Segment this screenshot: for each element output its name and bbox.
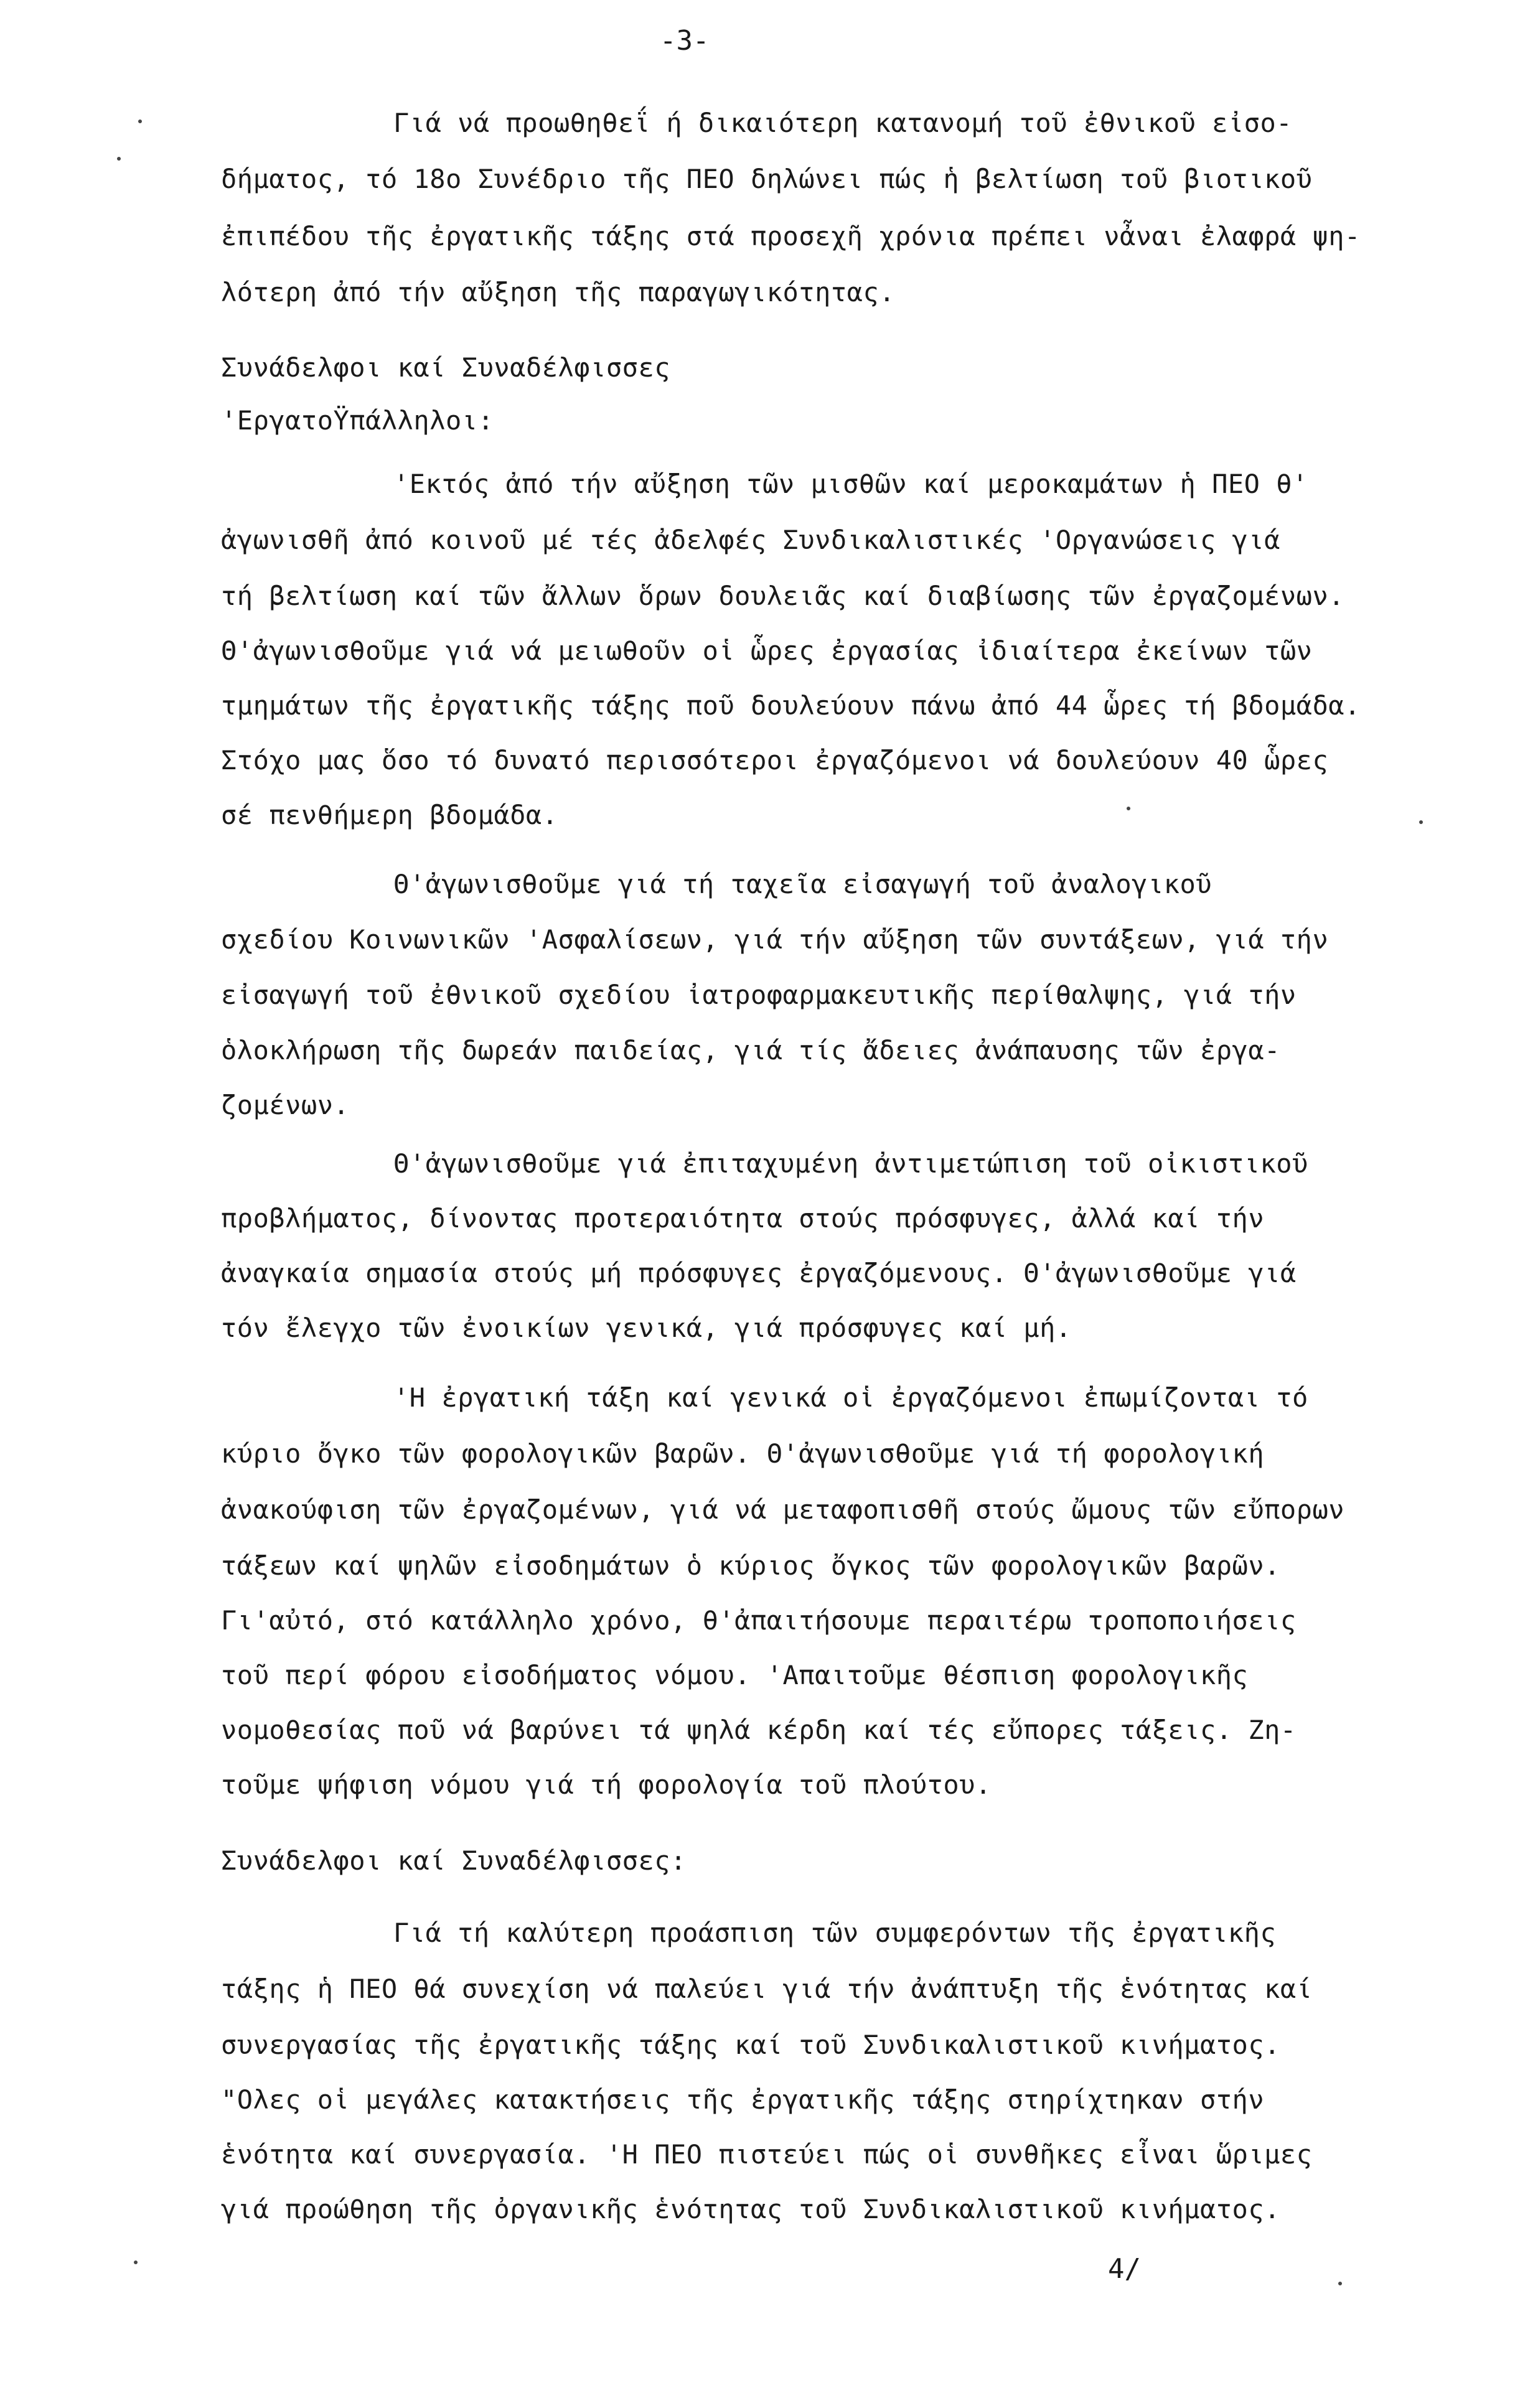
text-line: προβλήματος, δίνοντας προτεραιότητα στούς πρόσφυγες, ἀλλά καί τήν [221,1203,1265,1234]
text-line: Γιά νά προωθηθεΐ ή δικαιότερη κατανομή τοῦ ἐθνικοῦ εἰσο- [393,108,1293,138]
scan-speck [117,157,121,161]
text-line: τάξεων καί ψηλῶν εἰσοδημάτων ὁ κύριος ὄγκος τῶν φορολογικῶν βαρῶν. [221,1550,1280,1581]
text-line: εἰσαγωγή τοῦ ἐθνικοῦ σχεδίου ἰατροφαρμακευτικῆς περίθαλψης, γιά τήν [221,980,1297,1010]
text-line: τάξης ἡ ΠΕΟ θά συνεχίση νά παλεύει γιά τήν ἀνάπτυξη τῆς ἑνότητας καί [221,1974,1313,2004]
text-line: γιά προώθηση τῆς ὀργανικῆς ἑνότητας τοῦ Συνδικαλιστικοῦ κινήματος. [221,2194,1280,2224]
text-line: τοῦμε ψήφιση νόμου γιά τή φορολογία τοῦ πλούτου. [221,1769,992,1800]
next-page-marker: 4/ [1108,2253,1141,2285]
text-line: κύριο ὄγκο τῶν φορολογικῶν βαρῶν. Θ'ἀγωνισθοῦμε γιά τή φορολογική [221,1438,1265,1469]
text-line: νομοθεσίας ποῦ νά βαρύνει τά ψηλά κέρδη καί τές εὔπορες τάξεις. Ζη- [221,1715,1297,1745]
scan-speck [1338,2282,1342,2285]
text-line: σχεδίου Κοινωνικῶν 'Ασφαλίσεων, γιά τήν αὔξηση τῶν συντάξεων, γιά τήν [221,924,1329,955]
text-line: ἀναγκαία σημασία στούς μή πρόσφυγες ἐργαζόμενους. Θ'ἀγωνισθοῦμε γιά [221,1258,1297,1288]
text-line: τμημάτων τῆς ἐργατικῆς τάξης ποῦ δουλεύουν πάνω ἀπό 44 ὧρες τή βδομάδα. [221,690,1361,721]
salutation: Συνάδελφοι καί Συναδέλφισσες [221,352,671,383]
text-line: Θ'ἀγωνισθοῦμε γιά τή ταχεῖα εἰσαγωγή τοῦ ἀναλογικοῦ [393,869,1212,899]
scan-speck [138,119,142,123]
text-line: τόν ἔλεγχο τῶν ἐνοικίων γενικά, γιά πρόσφυγες καί μή. [221,1313,1072,1343]
text-line: τοῦ περί φόρου εἰσοδήματος νόμου. 'Απαιτοῦμε θέσπιση φορολογικῆς [221,1660,1249,1690]
text-line: συνεργασίας τῆς ἐργατικῆς τάξης καί τοῦ Συνδικαλιστικοῦ κινήματος. [221,2030,1280,2060]
text-line: ἑνότητα καί συνεργασία. 'Η ΠΕΟ πιστεύει πώς οἱ συνθῆκες εἶναι ὥριμες [221,2139,1313,2170]
text-line: Θ'ἀγωνισθοῦμε γιά νά μειωθοῦν οἱ ὧρες ἐργασίας ἰδιαίτερα ἐκείνων τῶν [221,635,1313,666]
text-line: ἀνακούφιση τῶν ἐργαζομένων, γιά νά μεταφοπισθῆ στούς ὤμους τῶν εὔπορων [221,1494,1345,1525]
text-line: σέ πενθήμερη βδομάδα. [221,800,558,830]
text-line: ζομένων. [221,1090,350,1120]
scan-speck [1419,820,1423,824]
text-line: 'Η ἐργατική τάξη καί γενικά οἱ ἐργαζόμενοι ἐπωμίζονται τό [393,1382,1308,1413]
text-line: Θ'ἀγωνισθοῦμε γιά ἐπιταχυμένη ἀντιμετώπιση τοῦ οἰκιστικοῦ [393,1148,1308,1179]
salutation: 'ΕργατοΫπάλληλοι: [221,405,494,436]
text-line: τή βελτίωση καί τῶν ἄλλων ὅρων δουλειᾶς καί διαβίωσης τῶν ἐργαζομένων. [221,581,1345,611]
text-line: Γι'αὐτό, στό κατάλληλο χρόνο, θ'ἀπαιτήσουμε περαιτέρω τροποποιήσεις [221,1605,1297,1636]
text-line: δήματος, τό 18ο Συνέδριο τῆς ΠΕΟ δηλώνει πώς ἡ βελτίωση τοῦ βιοτικοῦ [221,164,1313,194]
text-line: 'Εκτός ἀπό τήν αὔξηση τῶν μισθῶν καί μεροκαμάτων ἡ ΠΕΟ θ' [393,469,1308,499]
scan-speck [1127,807,1130,810]
text-line: ἀγωνισθῆ ἀπό κοινοῦ μέ τές ἀδελφές Συνδικαλιστικές 'Οργανώσεις γιά [221,525,1280,555]
scan-speck [134,2260,138,2264]
text-line: ἐπιπέδου τῆς ἐργατικῆς τάξης στά προσεχῆ χρόνια πρέπει νἆναι ἐλαφρά ψη- [221,221,1361,251]
text-line: λότερη ἀπό τήν αὔξηση τῆς παραγωγικότητας. [221,277,896,307]
text-line: ὁλοκλήρωση τῆς δωρεάν παιδείας, γιά τίς ἄδειες ἀνάπαυσης τῶν ἐργα- [221,1035,1280,1066]
text-line: Γιά τή καλύτερη προάσπιση τῶν συμφερόντων τῆς ἐργατικῆς [393,1918,1277,1948]
text-line: "Ολες οἱ μεγάλες κατακτήσεις τῆς ἐργατικῆς τάξης στηρίχτηκαν στήν [221,2084,1265,2115]
salutation: Συνάδελφοι καί Συναδέλφισσες: [221,1845,687,1876]
page-number: -3- [660,25,710,57]
text-line: Στόχο μας ὅσο τό δυνατό περισσότεροι ἐργαζόμενοι νά δουλεύουν 40 ὧρες [221,745,1329,775]
